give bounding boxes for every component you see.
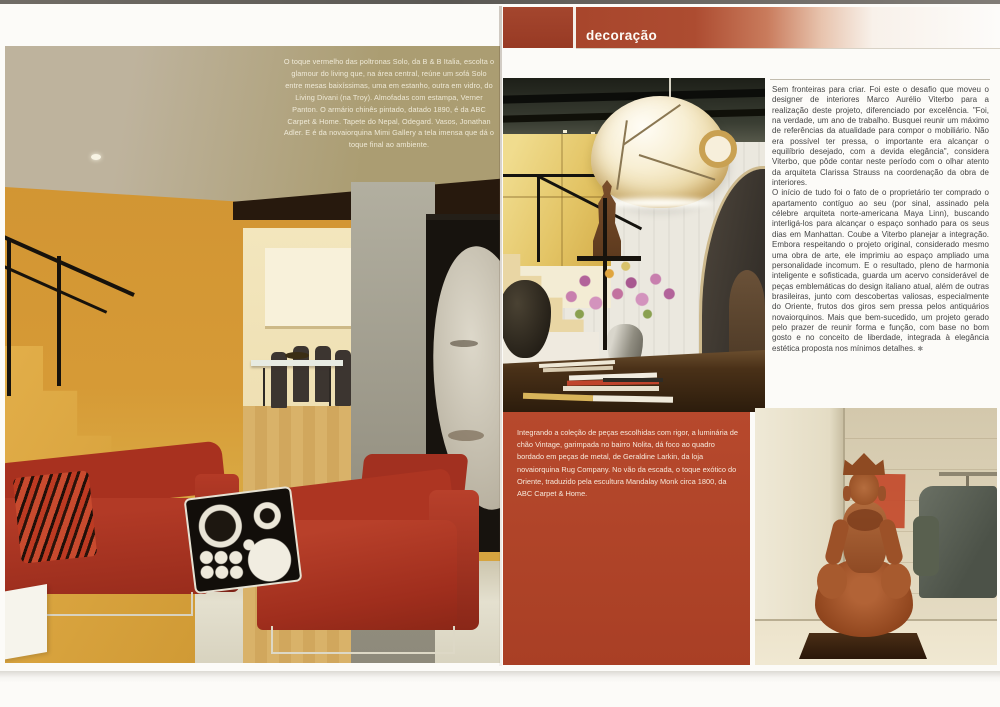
- statue-ear: [843, 486, 851, 501]
- page-bottom-edge: [0, 671, 1000, 683]
- patterned-pillow-red-black: [13, 470, 98, 563]
- gray-sofa-arm: [913, 516, 939, 576]
- red-block-caption: Integrando a coleção de peças escolhidas com rigor, a luminária de chão Vintage, garimpada no bairro Nolita, dá foco ao quadro bordado em peças de metal, de Geraldine Larkin, da loja novaiorquina Rug Company. No vão da escada, o toque exótico do Oriente, traduzido pela escultura Mandalay Monk circa 1800, da ABC Carpet & Home.: [517, 428, 739, 499]
- circles-pillow-black-white: [184, 486, 303, 594]
- article-paragraph: [772, 188, 989, 355]
- section-title: decoração: [586, 28, 658, 43]
- statue-knee: [817, 563, 847, 599]
- paragraph-text: Sem fronteiras para criar. Foi este o desafio que moveu o designer de interiores Marco Aurélio Viterbo para a realização deste projeto, diferenciado por excelência. "Foi, na verdade, um ano de trabalho. Busquei reunir um máximo de referências da atualidade para compor o mobiliário. Não era possível ter pressa, o importante era alcançar o equilíbrio desejado, com a devida elegância", considera Viterbo, que pôde contar neste período com o olhar atento da arquiteta Clarissa Strauss na coordenação da obra de interiores.: [772, 85, 989, 188]
- ceiling-spotlight: [91, 154, 101, 160]
- armchair-chrome-base: [271, 626, 455, 654]
- cabinet-seam: [503, 196, 611, 198]
- column-top-rule: [770, 79, 990, 80]
- article-text-column: [772, 85, 989, 355]
- mask-mouth-shadow: [448, 430, 484, 441]
- article-end-mark: ✱: [917, 345, 924, 353]
- book-stack: [563, 386, 659, 391]
- table-bowl: [285, 352, 309, 359]
- dining-chair: [335, 350, 351, 406]
- header-bar-left-segment: [503, 7, 573, 48]
- page-gutter-seam: [499, 6, 502, 666]
- window-shade: [265, 248, 351, 329]
- stair-rail-post: [537, 174, 540, 262]
- paragraph-text: O início de tudo foi o fato de o proprietário ter comprado o apartamento contíguo ao seu (por sinal, assinado pela célebre arquiteta norte-americana Maya Linn), buscando interligá-los para alcançar o espaço sonhado para os seus dias em Manhattan. Coube a Viterbo planejar a integração. Embora respeitando o projeto original, considerado mesmo uma obra de arte, ele imprimiu ao espaço ampliado uma personalidade incomum. E o resultado, pleno de harmonia inteligente e sofisticada, guarda um acervo considerável de peças emblemáticas do design italiano atual, além de outras brasileiras, junto com descobertas valiosas, especialmente do Oriente, frutos dos giros sem pressa pelos antiquários novaiorquinos. Mais que bem-sucedido, um projeto gerado pelo prazer de reunir forma e função, com base no bom gosto e no conceito de liberdade, integrada à elegância estética proposta nos mínimos detalhes.: [772, 188, 989, 353]
- white-coffee-table: [5, 584, 47, 660]
- stair-hall-photo: [503, 78, 765, 412]
- page-top-edge: [0, 0, 1000, 4]
- table-leg: [329, 368, 331, 406]
- book-stack: [603, 378, 663, 382]
- statue-head: [849, 471, 879, 505]
- lamp-ring-detail: [699, 130, 737, 168]
- recessed-lights: [563, 130, 567, 133]
- statue-knee: [881, 563, 911, 599]
- lamp-glow: [603, 198, 713, 208]
- header-bar: [576, 7, 1000, 49]
- mandalay-monk-photo: [755, 408, 997, 665]
- stair-handrail: [5, 232, 135, 297]
- left-photo-caption: O toque vermelho das poltronas Solo, da B & B Italia, escolta o glamour do living que, na área central, reúne um sofá Solo entre mesas baixíssimas, uma em estanho, outra em vidro, do Living Divani (na Troy). Almofadas com estampa, Verner Panton. O armário chinês pintado, datado 1890, é da ABC Carpet & Home. Tapete do Nepal, Odegard. Vasos, Jonathan Adler. E é da novaiorquina Mimi Gallery a tela imensa que dá o toque final ao ambiente.: [283, 57, 495, 150]
- left-page-living-room-photo: [5, 46, 500, 663]
- article-paragraph: [772, 85, 989, 188]
- glass-dining-table: [251, 360, 343, 366]
- red-caption-block: [503, 412, 750, 665]
- stair-rail-post: [7, 238, 11, 396]
- mask-eye-shadow: [450, 340, 478, 347]
- stair-rail-post: [57, 256, 61, 386]
- statue-ear: [878, 486, 886, 501]
- statue-collar: [847, 509, 883, 531]
- table-leg: [263, 368, 265, 406]
